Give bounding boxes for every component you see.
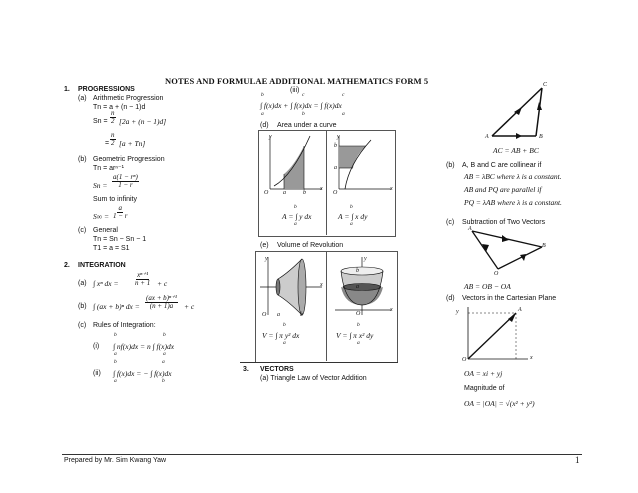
collinear-condition: AB = λBC where λ is a constant. [464, 172, 562, 181]
item-title: Arithmetic Progression [93, 95, 164, 102]
fraction-numerator: a(1 − rⁿ) [113, 173, 138, 181]
fraction [145, 295, 178, 311]
item-label: (e) [260, 242, 269, 249]
fraction-denominator: (n + 1)a [149, 302, 174, 311]
item-title: (a) Triangle Law of Vector Addition [260, 375, 367, 382]
axis-label-x: x [320, 186, 323, 192]
limit-lower: a [350, 221, 353, 227]
point-label-b: B [542, 243, 546, 249]
origin-label: O [462, 357, 467, 363]
fraction [110, 110, 116, 126]
fraction-numerator: n [111, 131, 115, 139]
fraction [110, 132, 116, 148]
page-number: 1 [575, 455, 580, 465]
formula-rhs: [a + Tn] [119, 139, 146, 148]
limit-label-a: a [356, 284, 359, 290]
formula-text: ∫ nf(x)dx = n ∫ f(x)dx [113, 342, 175, 351]
formula-text: ∫ f(x)dx + ∫ f(x)dx = ∫ f(x)dx [260, 101, 342, 110]
axis-label-x: x [390, 186, 393, 192]
formula-text: ∫ f(x)dx = − ∫ f(x)dx [113, 369, 172, 378]
area-formula-x: A = ∫ y dx [282, 212, 312, 221]
fraction-numerator: n [111, 109, 115, 117]
point-label-a: A [468, 226, 472, 232]
formula-constant: + c [157, 279, 168, 288]
section-title: VECTORS [260, 366, 294, 373]
limit-lower: a [261, 111, 264, 117]
axis-label-y: y [364, 256, 367, 262]
item-title: Volume of Revolution [277, 242, 344, 249]
page-title: NOTES AND FORMULAE ADDITIONAL MATHEMATICS FORM 5 [165, 76, 429, 86]
limit-label-b: b [303, 190, 306, 196]
item-title: Geometric Progression [93, 156, 165, 163]
formula-text: Tn = Sn − Sn − 1 [93, 236, 147, 243]
cartesian-vector-diagram [462, 305, 532, 363]
formula-constant: + c [184, 302, 195, 311]
fraction-denominator: n + 1 [135, 279, 151, 288]
figure-divider [326, 251, 327, 361]
limit-lower: a [283, 340, 286, 346]
limit-label-a: a [283, 190, 286, 196]
section-divider [240, 362, 398, 363]
formula-lhs: Sn = [93, 118, 108, 125]
limit-lower: a [357, 340, 360, 346]
item-label: (ii) [93, 370, 101, 377]
area-under-curve-y-graph [331, 134, 393, 194]
section-number: 2. [64, 262, 70, 269]
item-label: (c) [446, 219, 455, 226]
origin-label: O [262, 312, 267, 318]
limit-lower: a [114, 351, 117, 357]
origin-label: O [356, 311, 361, 317]
footer-text: Prepared by Mr. Sim Kwang Yaw [64, 457, 167, 464]
item-label: (b) [78, 303, 87, 310]
item-title: A, B and C are collinear if [462, 162, 542, 169]
formula-text: Tn = a + (n − 1)d [93, 104, 146, 111]
subtraction-formula: AB = OB − OA [464, 282, 511, 291]
item-label: (b) [446, 162, 455, 169]
item-title: General [93, 227, 118, 234]
limit-label-b: b [334, 143, 337, 149]
formula-text: Tn = arⁿ⁻¹ [93, 165, 124, 172]
section-number: 3. [243, 366, 249, 373]
origin-label: O [264, 190, 269, 196]
item-label: (c) [78, 227, 87, 234]
triangle-law-formula: AC = AB + BC [493, 146, 539, 155]
point-label-c: C [543, 82, 548, 88]
magnitude-label: Magnitude of [464, 385, 505, 392]
cartesian-vector-formula: OA = xi + yj [464, 369, 503, 378]
fraction [113, 205, 127, 221]
axis-label-y: y [265, 256, 268, 262]
fraction-numerator: (ax + b)ⁿ⁺¹ [146, 294, 177, 302]
axis-label-y: y [456, 309, 459, 315]
formula-text: Sum to infinity [93, 196, 137, 203]
limit-upper: b [114, 332, 117, 338]
fraction-denominator: 2 [111, 117, 115, 126]
axis-label-x: x [530, 355, 533, 361]
parallel-text: AB and PQ are parallel if [464, 185, 542, 194]
volume-revolution-y-graph [331, 255, 393, 317]
section-title: INTEGRATION [78, 262, 126, 269]
area-formula-y: A = ∫ x dy [338, 212, 368, 221]
formula-lhs: = [105, 140, 110, 147]
point-label-b: B [539, 134, 543, 140]
limit-upper: b [163, 332, 166, 338]
limit-label-a: a [277, 312, 280, 318]
vector-subtraction-diagram [462, 225, 552, 273]
limit-lower: a [342, 111, 345, 117]
item-title: Rules of Integration: [93, 322, 156, 329]
fraction-numerator: xⁿ⁺¹ [137, 271, 149, 279]
triangle-law-diagram [486, 80, 556, 142]
item-label: (a) [78, 95, 87, 102]
item-label: (d) [260, 122, 269, 129]
limit-lower: a [114, 378, 117, 384]
fraction-denominator: 1 − r [113, 212, 128, 221]
volume-formula-x: V = ∫ π y² dx [262, 331, 300, 340]
axis-label-x: x [390, 307, 393, 313]
footer-rule [62, 454, 582, 455]
limit-upper: c [342, 92, 345, 98]
fraction [112, 174, 139, 190]
limit-label-b: b [300, 312, 303, 318]
fraction [135, 272, 150, 288]
limit-upper: c [302, 92, 305, 98]
limit-label-a: a [334, 165, 337, 171]
magnitude-formula: OA = |OA| = √(x² + y²) [464, 399, 535, 408]
volume-revolution-x-graph [258, 255, 324, 317]
limit-upper: b [261, 92, 264, 98]
item-label: (b) [78, 156, 87, 163]
item-label: (a) [78, 280, 87, 287]
limit-upper: b [294, 204, 297, 210]
item-label: (iii) [290, 87, 300, 94]
axis-label-y: y [337, 134, 340, 140]
limit-lower: a [163, 351, 166, 357]
limit-lower: b [302, 111, 305, 117]
limit-lower: a [294, 221, 297, 227]
item-label: (c) [78, 322, 87, 329]
formula-lhs: ∫ (ax + b)ⁿ dx = [93, 302, 140, 311]
formula-lhs: S∞ = [93, 212, 110, 221]
limit-upper: b [357, 322, 360, 328]
formula-lhs: ∫ xⁿ dx = [93, 279, 119, 288]
volume-formula-y: V = ∫ π x² dy [336, 331, 374, 340]
formula-rhs: [2a + (n − 1)d] [119, 117, 167, 126]
item-title: Subtraction of Two Vectors [462, 219, 546, 226]
limit-upper: b [114, 359, 117, 365]
limit-lower: b [162, 378, 165, 384]
area-under-curve-x-graph [262, 134, 324, 194]
point-label-o: O [494, 271, 499, 277]
section-title: PROGRESSIONS [78, 86, 135, 93]
limit-upper: b [350, 204, 353, 210]
axis-label-x: x [320, 282, 323, 288]
fraction-denominator: 1 − r [118, 181, 133, 190]
item-label: (i) [93, 343, 100, 350]
fraction-denominator: 2 [111, 139, 115, 148]
limit-upper: b [283, 322, 286, 328]
item-title: Vectors in the Cartesian Plane [462, 295, 557, 302]
limit-label-b: b [356, 268, 359, 274]
limit-upper: a [162, 359, 165, 365]
item-title: Area under a curve [277, 122, 337, 129]
item-label: (d) [446, 295, 455, 302]
parallel-condition: PQ = λAB where λ is a constant. [464, 198, 562, 207]
point-label-a: A [485, 134, 489, 140]
formula-text: T1 = a = S1 [93, 245, 130, 252]
formula-lhs: Sn = [93, 181, 108, 190]
section-number: 1. [64, 86, 70, 93]
fraction-numerator: a [118, 204, 122, 212]
axis-label-y: y [269, 134, 272, 140]
origin-label: O [333, 190, 338, 196]
figure-divider [326, 130, 327, 235]
point-label-a: A [518, 307, 522, 313]
